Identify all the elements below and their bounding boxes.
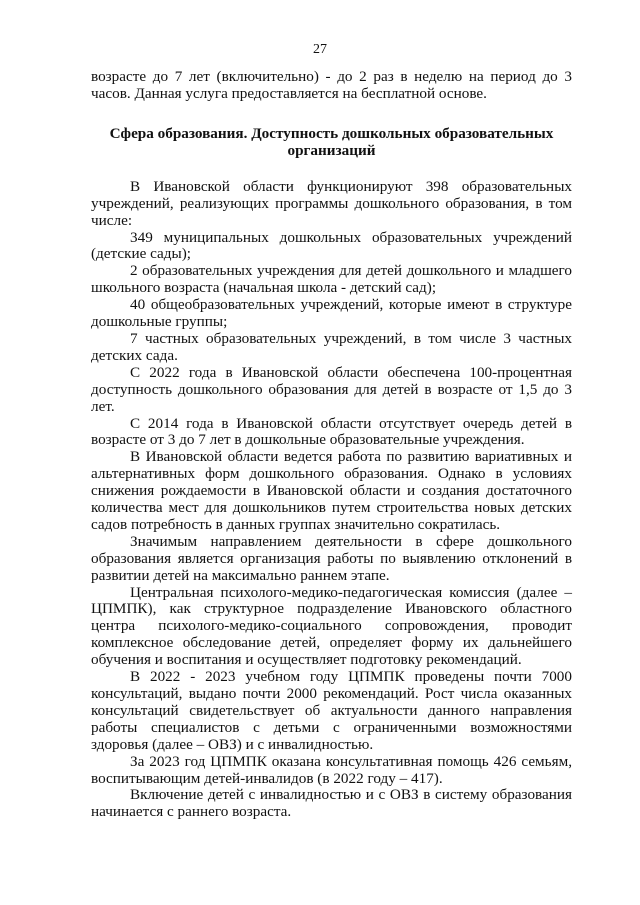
paragraph: 349 муниципальных дошкольных образовательных учреждений (детские сады);	[91, 228, 572, 263]
paragraph: Центральная психолого-медико-педагогическая комиссия (далее – ЦПМПК), как структурное подразделение Ивановского областного центра психолого-медико-социального сопровождения, проводит комплексное обследование детей, определяет форму их дальнейшего обучения и воспитания и осуществляет подготовку рекомендаций.	[91, 583, 572, 669]
paragraph: В Ивановской области функционируют 398 образовательных учреждений, реализующих программы дошкольного образования, в том числе:	[91, 177, 572, 229]
intro-paragraph: возрасте до 7 лет (включительно) - до 2 раз в неделю на период до 3 часов. Данная услуга предоставляется на бесплатной основе.	[91, 68, 572, 102]
paragraph: С 2014 года в Ивановской области отсутствует очередь детей в возрасте от 3 до 7 лет в дошкольные образовательные учреждения.	[91, 414, 572, 449]
section-heading: Сфера образования. Доступность дошкольных образовательных организаций	[109, 124, 554, 159]
paragraph: За 2023 год ЦПМПК оказана консультативная помощь 426 семьям, воспитывающим детей-инвалидов (в 2022 году – 417).	[91, 752, 572, 787]
paragraph: Значимым направлением деятельности в сфере дошкольного образования является организация работы по выявлению отклонений в развитии детей на максимально раннем этапе.	[91, 532, 572, 584]
paragraph: 2 образовательных учреждения для детей дошкольного и младшего школьного возраста (начальная школа - детский сад);	[91, 262, 572, 297]
paragraph: С 2022 года в Ивановской области обеспечена 100-процентная доступность дошкольного образования для детей в возрасте от 1,5 до 3 лет.	[91, 363, 572, 415]
page-content	[91, 69, 572, 821]
page-number: 27	[313, 42, 327, 57]
paragraph: В 2022 - 2023 учебном году ЦПМПК проведены почти 7000 консультаций, выдано почти 2000 рекомендаций. Рост числа оказанных консультаций свидетельствует об актуальности данного направления работы специалистов с детьми с ограниченными возможностями здоровья (далее – ОВЗ) и с инвалидностью.	[91, 668, 572, 753]
paragraph: 40 общеобразовательных учреждений, которые имеют в структуре дошкольные группы;	[91, 296, 572, 331]
paragraph: Включение детей с инвалидностью и с ОВЗ в систему образования начинается с раннего возраста.	[91, 786, 572, 821]
paragraph: 7 частных образовательных учреждений, в том числе 3 частных детских сада.	[91, 329, 572, 364]
paragraph: В Ивановской области ведется работа по развитию вариативных и альтернативных форм дошкольного образования. Однако в условиях снижения рождаемости в Ивановской области и создания достаточного количества мест для дошкольников путем строительства новых детских садов потребность в данных группах значительно сократилась.	[91, 448, 572, 533]
